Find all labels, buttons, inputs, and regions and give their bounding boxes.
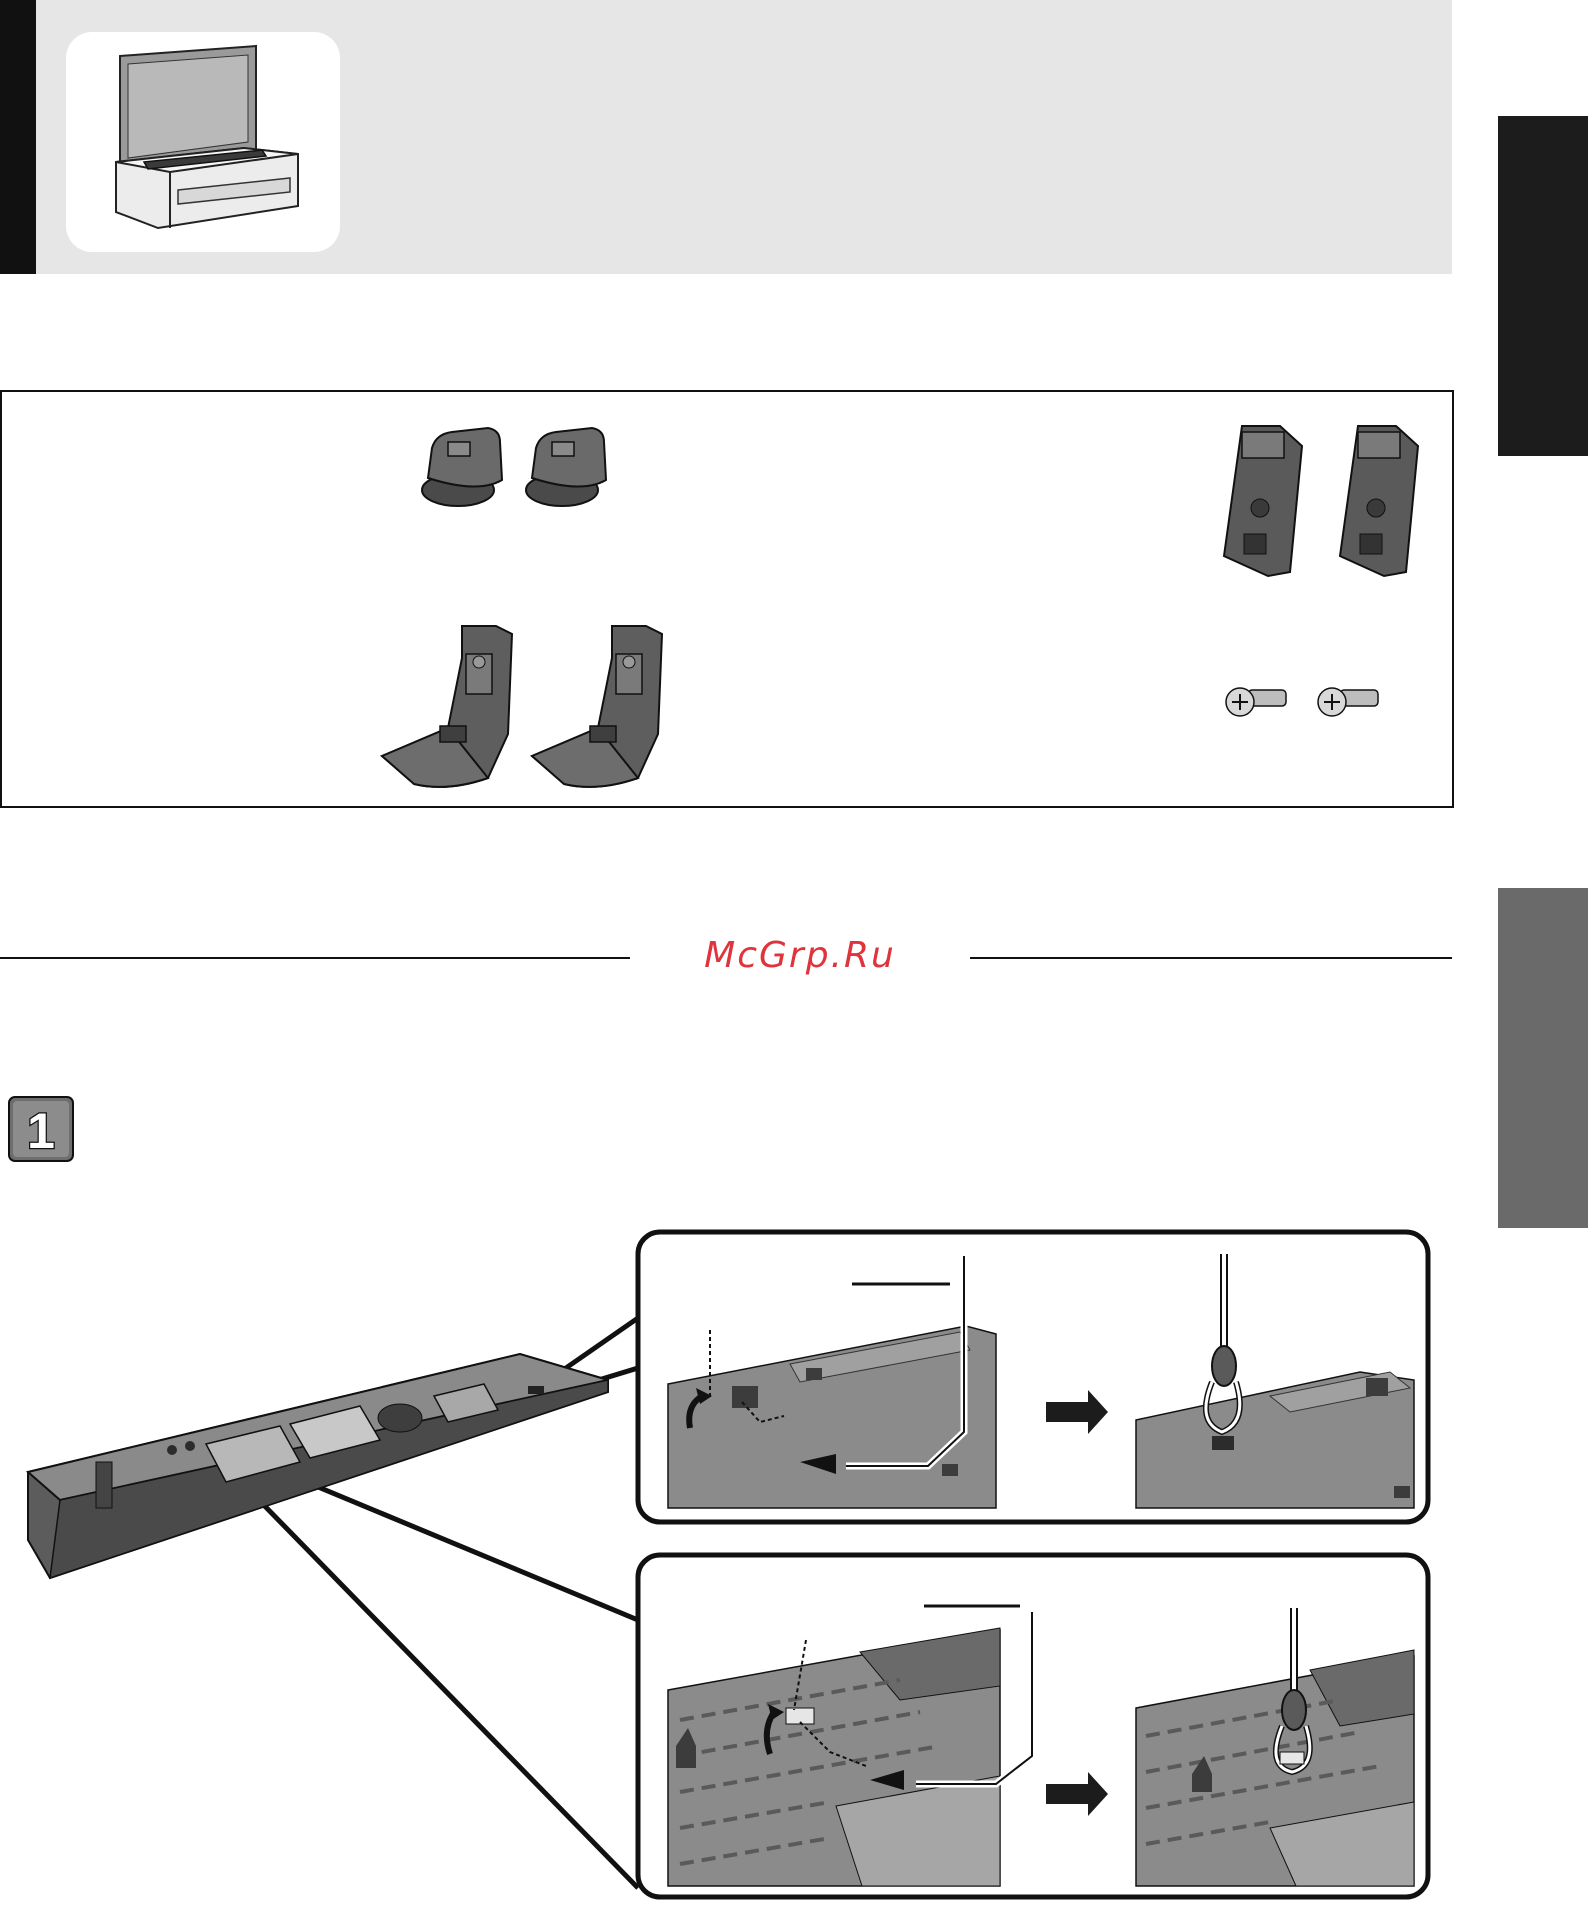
header-accent-bar	[0, 0, 36, 274]
section-tab-grey	[1498, 888, 1588, 1228]
soundbar-bottom-view	[28, 1354, 608, 1578]
accessories-box	[0, 390, 1454, 808]
section-tab-dark	[1498, 116, 1588, 456]
watermark: McGrp.Ru	[630, 932, 970, 980]
screw-pair-icon	[1222, 678, 1392, 728]
wall-bracket-pair-icon	[378, 618, 678, 796]
step-number: 1	[27, 1103, 55, 1159]
step-number-badge	[8, 1096, 74, 1162]
tv-stand-illustration	[66, 32, 340, 252]
tv-stand-drawing	[66, 32, 340, 252]
speaker-holder-pair-icon	[1220, 422, 1434, 582]
stand-pair-icon	[418, 418, 638, 528]
mounting-diagram	[0, 1200, 1452, 1908]
step-badge-shape	[8, 1096, 74, 1162]
